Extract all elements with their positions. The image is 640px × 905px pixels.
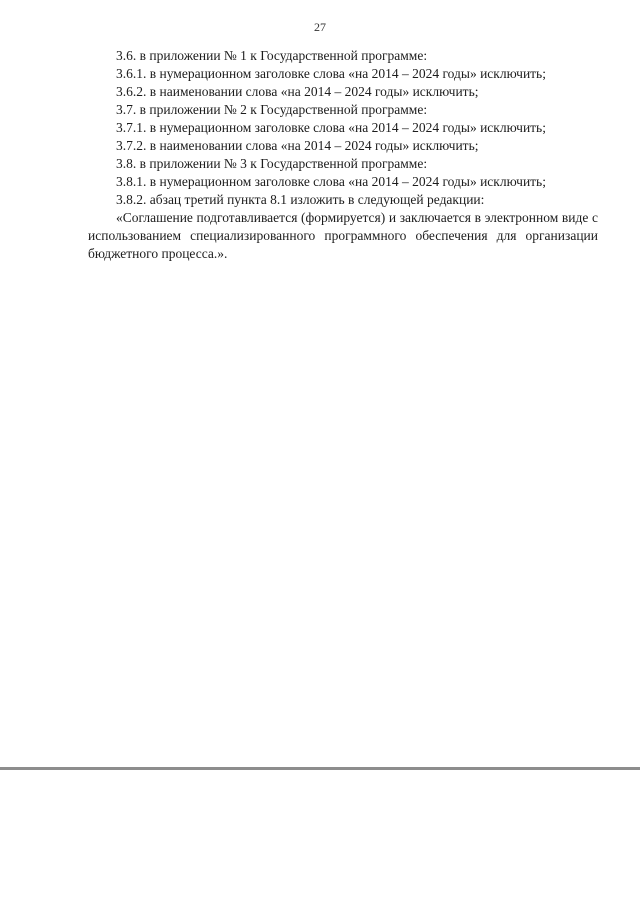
paragraph-3-7: 3.7. в приложении № 2 к Государственной программе:	[116, 102, 428, 117]
paragraph-3-8-1: 3.8.1. в нумерационном заголовке слова «на 2014 – 2024 годы» исключить;	[116, 174, 546, 189]
paragraph-3-6-1: 3.6.1. в нумерационном заголовке слова «на 2014 – 2024 годы» исключить;	[116, 66, 546, 81]
paragraph-3-7-2: 3.7.2. в наименовании слова «на 2014 – 2024 годы» исключить;	[116, 138, 479, 153]
quoted-paragraph: «Соглашение подготавливается (формируется) и заключается в электронном виде с использованием специализированного программного обеспечения для организации бюджетного процесса.».	[88, 210, 598, 261]
paragraph-3-6: 3.6. в приложении № 1 к Государственной программе:	[116, 48, 428, 63]
paragraph-3-7-1: 3.7.1. в нумерационном заголовке слова «на 2014 – 2024 годы» исключить;	[116, 120, 546, 135]
paragraph-3-6-2: 3.6.2. в наименовании слова «на 2014 – 2024 годы» исключить;	[116, 84, 479, 99]
document-body	[88, 47, 598, 263]
paragraph-3-8: 3.8. в приложении № 3 к Государственной программе:	[116, 156, 428, 171]
page-number: 27	[314, 20, 326, 34]
paragraph-3-8-2: 3.8.2. абзац третий пункта 8.1 изложить в следующей редакции:	[116, 192, 485, 207]
